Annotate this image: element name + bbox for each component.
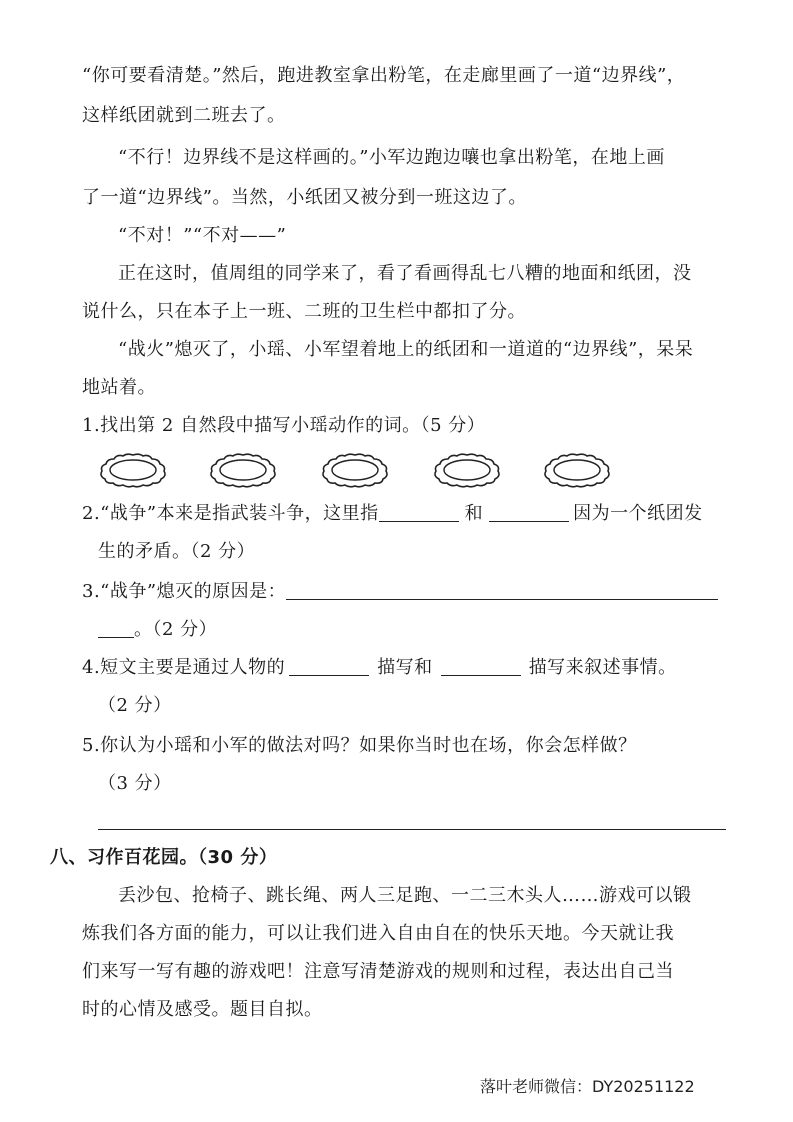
question-4-text-a: 4.短文主要是通过人物的 [82,657,286,678]
passage-line: 说什么，只在本子上一班、二班的卫生栏中都扣了分。 [82,301,526,322]
section-8-text: 们来写一写有趣的游戏吧！注意写清楚游戏的规则和过程，表达出自己当 [82,961,674,982]
question-2 [82,502,703,526]
question-1: 1.找出第 2 自然段中描写小瑶动作的词。（5 分） [82,415,486,436]
passage-line: “不行！边界线不是这样画的。”小军边跑边嚷也拿出粉笔，在地上画 [118,147,665,168]
passage-line: “你可要看清楚。”然后，跑进教室拿出粉笔，在走廊里画了一道“边界线”， [82,65,686,86]
question-3-text: 3.“战争”熄灭的原因是： [82,581,287,602]
section-8-text: 丢沙包、抢椅子、跳长绳、两人三足跑、一二三木头人……游戏可以锻 [118,885,692,906]
section-8-title: 八、习作百花园。（30 分） [50,847,278,868]
answer-blank[interactable] [98,619,134,638]
flower-answer-box[interactable] [320,452,390,488]
question-3 [82,580,718,604]
question-2-text-a: 2.“战争”本来是指武装斗争，这里指 [82,503,379,524]
question-5-line-2: （3 分） [98,773,172,794]
flower-answer-box[interactable] [542,452,612,488]
question-5: 5.你认为小瑶和小军的做法对吗？如果你当时也在场，你会怎样做？ [82,735,637,756]
flower-answer-box[interactable] [208,452,278,488]
flower-answer-box[interactable] [98,452,168,488]
answer-blank[interactable] [289,657,369,676]
footer-watermark: 落叶老师微信：DY20251122 [480,1077,695,1096]
passage-line: “战火”熄灭了，小瑶、小军望着地上的纸团和一道道的“边界线”，呆呆 [118,339,694,360]
question-4-text-b: 描写和 [377,657,433,678]
answer-blank[interactable] [286,581,718,600]
answer-line[interactable] [98,829,726,830]
question-3-line-2 [98,618,217,642]
section-8-text: 炼我们各方面的能力，可以让我们进入自由自在的快乐天地。今天就让我 [82,923,674,944]
passage-line: 这样纸团就到二班去了。 [82,105,286,126]
question-2-text-c: 因为一个纸团发 [573,503,703,524]
answer-blank[interactable] [379,503,459,522]
section-8-text: 时的心情及感受。题目自拟。 [82,999,323,1020]
answer-flower-boxes [98,452,638,492]
flower-answer-box[interactable] [432,452,502,488]
question-3-points: 。（2 分） [134,619,218,640]
question-4-line-2: （2 分） [98,695,172,716]
passage-line: 了一道“边界线”。当然，小纸团又被分到一班这边了。 [82,187,527,208]
question-2-text-b: 和 [464,503,484,524]
passage-line: 正在这时，值周组的同学来了，看了看画得乱七八糟的地面和纸团，没 [118,263,692,284]
answer-blank[interactable] [489,503,569,522]
passage-line: “不对！”“不对——” [118,225,287,246]
answer-blank[interactable] [441,657,521,676]
question-4 [82,656,677,680]
passage-line: 地站着。 [82,377,156,398]
question-2-line-2: 生的矛盾。（2 分） [98,541,256,562]
question-4-text-c: 描写来叙述事情。 [528,657,677,678]
